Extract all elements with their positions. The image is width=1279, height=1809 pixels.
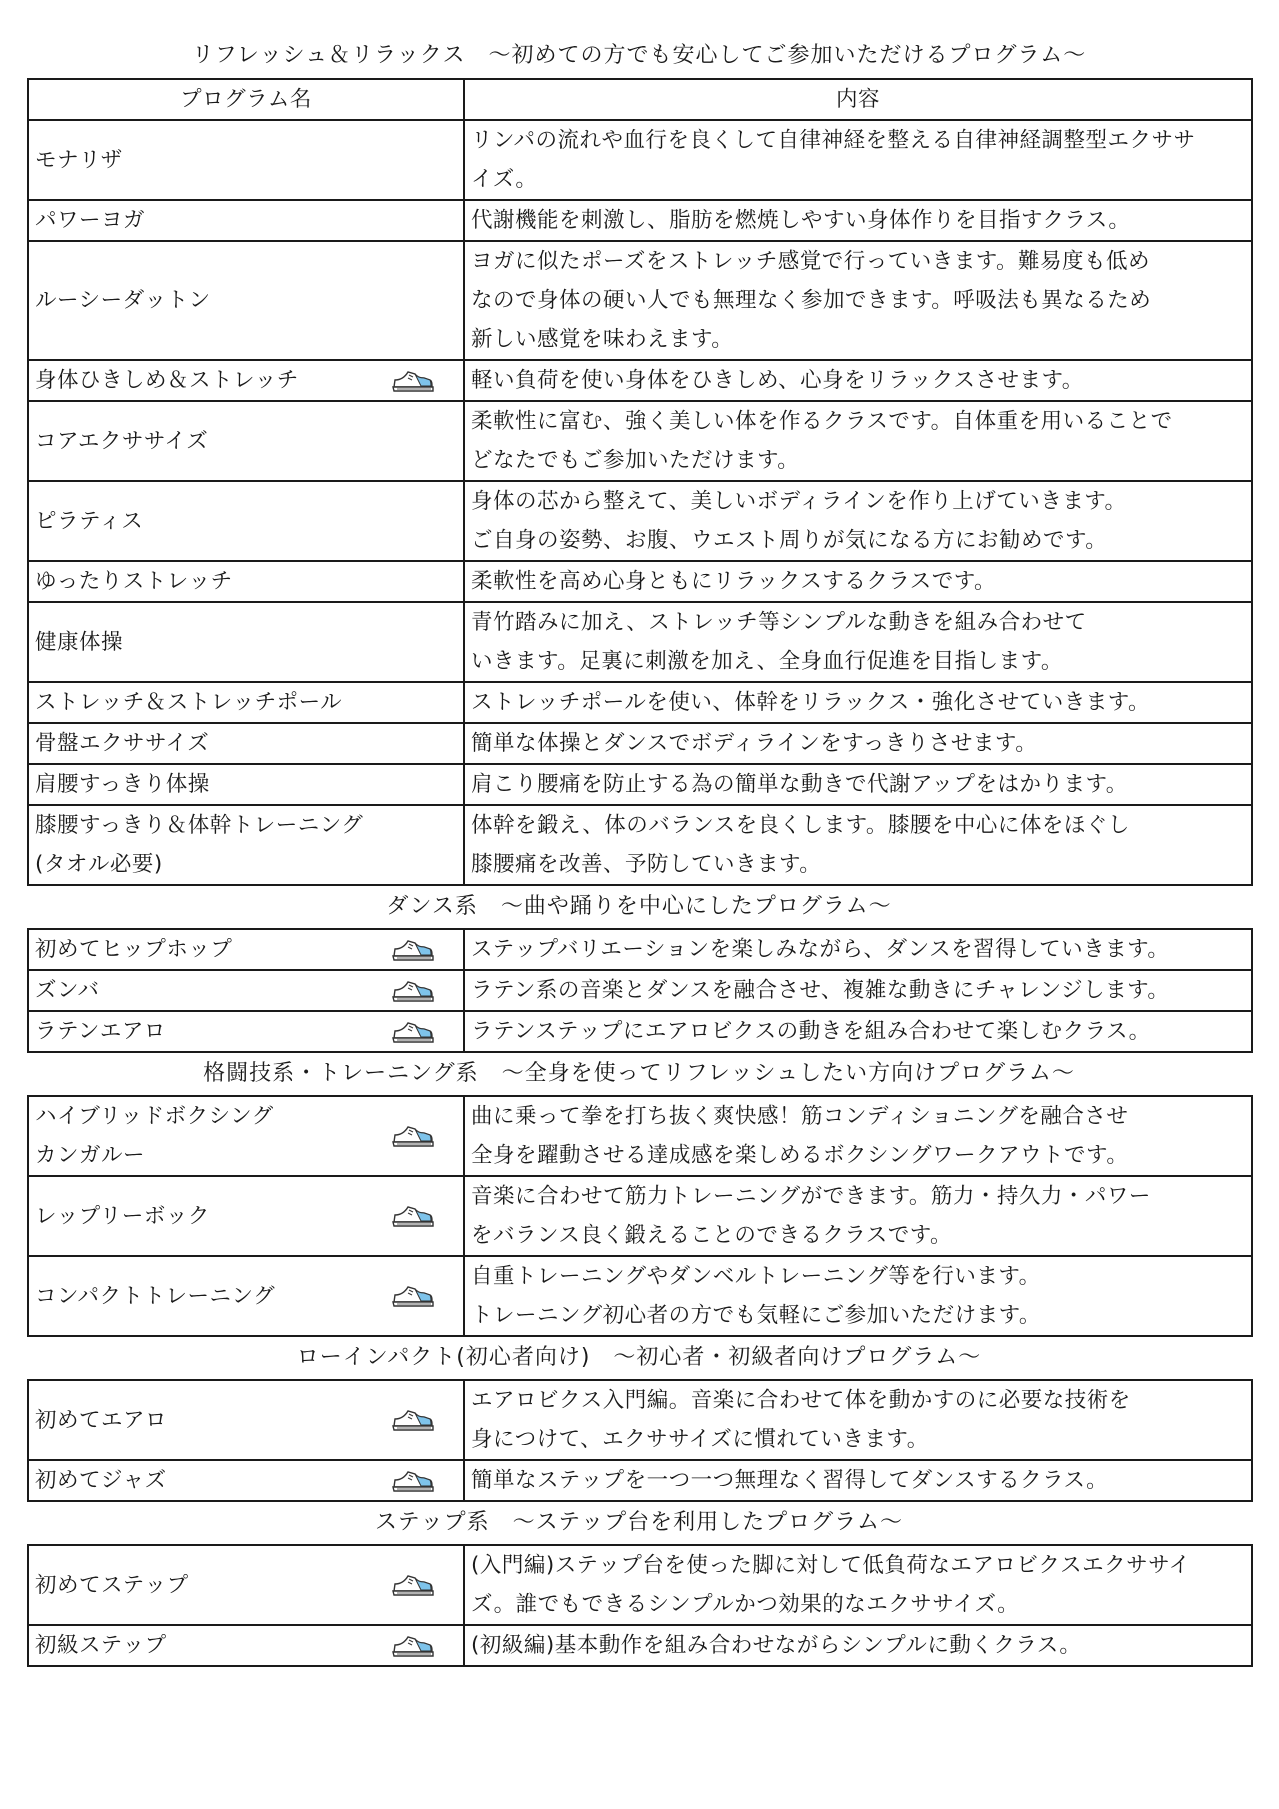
program-description: イズ。 <box>471 167 538 192</box>
program-description: いきます。足裏に刺激を加え、全身血行促進を目指します。 <box>471 649 1063 674</box>
program-description-cell <box>464 602 1252 682</box>
program-table <box>27 1095 1253 1337</box>
program-name: ハイブリッドボクシング <box>35 1104 274 1129</box>
table-row <box>28 120 1252 200</box>
program-name: コンパクトトレーニング <box>35 1283 276 1309</box>
program-name: 骨盤エクササイズ <box>35 731 210 756</box>
table-row <box>28 929 1252 970</box>
program-name: 初めてヒップホップ <box>35 937 233 962</box>
program-name: ゆったりストレッチ <box>35 569 233 594</box>
program-description: 簡単な体操とダンスでボディラインをすっきりさせます。 <box>471 731 1038 756</box>
program-name: ストレッチ＆ストレッチポール <box>35 690 343 715</box>
program-name-cell <box>28 805 464 885</box>
program-name: 初めてジャズ <box>35 1468 167 1493</box>
program-name-cell <box>28 1460 464 1501</box>
program-name-cell <box>28 120 464 200</box>
table-row <box>28 805 1252 885</box>
program-description-cell <box>464 360 1252 401</box>
program-name-cell <box>28 1096 464 1176</box>
program-name-cell <box>28 360 464 401</box>
program-name-cell <box>28 561 464 602</box>
program-description-cell <box>464 1625 1252 1666</box>
program-description-cell <box>464 1096 1252 1176</box>
program-description: 体幹を鍛え、体のバランスを良くします。膝腰を中心に体をほぐし <box>471 813 1130 838</box>
program-description: 代謝機能を刺激し、脂肪を燃焼しやすい身体作りを目指すクラス。 <box>471 208 1131 233</box>
program-name: 初級ステップ <box>35 1633 167 1658</box>
program-description-cell <box>464 970 1252 1011</box>
program-name: 初めてエアロ <box>35 1407 168 1433</box>
program-description: 身につけて、エクササイズに慣れていきます。 <box>471 1427 929 1452</box>
program-name: ズンバ <box>35 978 100 1003</box>
table-row <box>28 764 1252 805</box>
program-description-cell <box>464 120 1252 200</box>
table-row <box>28 1256 1252 1336</box>
table-row <box>28 1545 1252 1625</box>
table-row <box>28 481 1252 561</box>
table-row <box>28 561 1252 602</box>
program-name: コアエクササイズ <box>35 428 209 454</box>
table-row <box>28 401 1252 481</box>
sneaker-icon <box>391 1468 435 1494</box>
program-name-cell <box>28 723 464 764</box>
program-description-cell <box>464 1545 1252 1625</box>
program-description: ヨガに似たポーズをストレッチ感覚で行っていきます。難易度も低め <box>471 249 1150 274</box>
program-description: ご自身の姿勢、お腹、ウエスト周りが気になる方にお勧めです。 <box>471 528 1108 553</box>
program-name-cell <box>28 1256 464 1336</box>
program-name-cell <box>28 1625 464 1666</box>
program-description-cell <box>464 764 1252 805</box>
program-name-cell <box>28 200 464 241</box>
table-row <box>28 1380 1252 1460</box>
program-name: カンガルー <box>35 1143 146 1168</box>
program-name-cell <box>28 602 464 682</box>
program-description-cell <box>464 929 1252 970</box>
program-description-cell <box>464 805 1252 885</box>
program-name-cell <box>28 970 464 1011</box>
program-description-cell <box>464 682 1252 723</box>
table-row <box>28 1625 1252 1666</box>
program-description-cell <box>464 723 1252 764</box>
section-title: リフレッシュ＆リラックス ～初めての方でも安心してご参加いただけるプログラム～ <box>191 43 1087 68</box>
table-row <box>28 970 1252 1011</box>
program-description: リンパの流れや血行を良くして自律神経を整える自律神経調整型エクササ <box>471 128 1196 153</box>
program-name-cell <box>28 1545 464 1625</box>
table-row <box>28 723 1252 764</box>
program-description-cell <box>464 1460 1252 1501</box>
program-description: 音楽に合わせて筋力トレーニングができます。筋力・持久力・パワー <box>471 1184 1151 1209</box>
program-description: 青竹踏みに加え、ストレッチ等シンプルな動きを組み合わせて <box>471 610 1087 635</box>
program-description: 曲に乗って拳を打ち抜く爽快感！筋コンディショニングを融合させ <box>471 1104 1129 1129</box>
program-table <box>27 78 1253 886</box>
table-row <box>28 1011 1252 1052</box>
program-description: 肩こり腰痛を防止する為の簡単な動きで代謝アップをはかります。 <box>471 772 1128 797</box>
sneaker-icon <box>391 1203 435 1229</box>
sneaker-icon <box>391 1283 435 1309</box>
program-description: なので身体の硬い人でも無理なく参加できます。呼吸法も異なるため <box>471 288 1152 313</box>
program-description: 軽い負荷を使い身体をひきしめ、心身をリラックスさせます。 <box>471 368 1084 393</box>
sneaker-icon <box>391 937 435 963</box>
program-description: ストレッチポールを使い、体幹をリラックス・強化させていきます。 <box>471 690 1150 715</box>
program-description-cell <box>464 241 1252 360</box>
program-name-cell <box>28 241 464 360</box>
program-description: 膝腰痛を改善、予防していきます。 <box>471 852 822 877</box>
program-description: どなたでもご参加いただけます。 <box>471 448 800 473</box>
program-name: 健康体操 <box>35 629 124 655</box>
program-name: パワーヨガ <box>35 208 146 233</box>
program-name: モナリザ <box>35 147 123 173</box>
program-description: 柔軟性に富む、強く美しい体を作るクラスです。自体重を用いることで <box>471 409 1173 434</box>
table-row <box>28 200 1252 241</box>
sneaker-icon <box>391 1572 435 1598</box>
table-header <box>28 79 1252 120</box>
table-row <box>28 1176 1252 1256</box>
program-description-cell <box>464 1256 1252 1336</box>
program-name-cell <box>28 682 464 723</box>
program-description: 柔軟性を高め心身ともにリラックスするクラスです。 <box>471 569 996 594</box>
table-row <box>28 682 1252 723</box>
program-name: 膝腰すっきり＆体幹トレーニング <box>35 813 364 838</box>
program-name: 身体ひきしめ＆ストレッチ <box>35 368 299 393</box>
sneaker-icon <box>391 1123 435 1149</box>
column-header-content: 内容 <box>464 79 1252 120</box>
program-description-cell <box>464 1011 1252 1052</box>
program-description: トレーニング初心者の方でも気軽にご参加いただけます。 <box>471 1303 1041 1328</box>
table-row <box>28 1096 1252 1176</box>
program-description: をバランス良く鍛えることのできるクラスです。 <box>471 1223 952 1248</box>
program-description: 身体の芯から整えて、美しいボディラインを作り上げていきます。 <box>471 489 1127 514</box>
program-description: ズ。誰でもできるシンプルかつ効果的なエクササイズ。 <box>471 1592 1020 1617</box>
program-document <box>27 38 1251 1667</box>
program-description: 自重トレーニングやダンベルトレーニング等を行います。 <box>471 1264 1041 1289</box>
program-table <box>27 928 1253 1053</box>
sneaker-icon <box>391 1407 435 1433</box>
column-header-name: プログラム名 <box>28 79 464 120</box>
table-row <box>28 1460 1252 1501</box>
program-name-cell <box>28 764 464 805</box>
program-name-cell <box>28 1176 464 1256</box>
program-name: 肩腰すっきり体操 <box>35 772 210 797</box>
program-name-cell <box>28 401 464 481</box>
table-row <box>28 241 1252 360</box>
program-description: エアロビクス入門編。音楽に合わせて体を動かすのに必要な技術を <box>471 1388 1131 1413</box>
program-description: (入門編)ステップ台を使った脚に対して低負荷なエアロビクスエクササイ <box>471 1553 1191 1578</box>
section-title: 格闘技系・トレーニング系 ～全身を使ってリフレッシュしたい方向けプログラム～ <box>203 1061 1075 1086</box>
program-name: ピラティス <box>35 508 144 534</box>
sneaker-icon <box>391 368 435 394</box>
section-title: ステップ系 ～ステップ台を利用したプログラム～ <box>375 1510 903 1535</box>
program-description: 新しい感覚を味わえます。 <box>471 327 734 352</box>
program-name-cell <box>28 481 464 561</box>
program-name-cell <box>28 1380 464 1460</box>
program-table <box>27 1544 1253 1667</box>
program-name-cell <box>28 1011 464 1052</box>
program-description-cell <box>464 1380 1252 1460</box>
program-description: ステップバリエーションを楽しみながら、ダンスを習得していきます。 <box>471 937 1170 962</box>
program-description-cell <box>464 200 1252 241</box>
program-description-cell <box>464 481 1252 561</box>
sneaker-icon <box>391 978 435 1004</box>
program-table <box>27 1379 1253 1502</box>
program-name-cell <box>28 929 464 970</box>
program-description: 全身を躍動させる達成感を楽しめるボクシングワークアウトです。 <box>471 1143 1129 1168</box>
program-description-cell <box>464 1176 1252 1256</box>
program-description: ラテン系の音楽とダンスを融合させ、複雑な動きにチャレンジします。 <box>471 978 1170 1003</box>
section-title: ダンス系 ～曲や踊りを中心にしたプログラム～ <box>386 894 892 919</box>
table-row <box>28 602 1252 682</box>
program-name: レップリーボック <box>35 1203 210 1229</box>
program-name: (タオル必要) <box>35 852 163 877</box>
table-row <box>28 360 1252 401</box>
program-description: ラテンステップにエアロビクスの動きを組み合わせて楽しむクラス。 <box>471 1019 1151 1044</box>
program-description-cell <box>464 401 1252 481</box>
program-name: ルーシーダットン <box>35 288 211 313</box>
program-description: (初級編)基本動作を組み合わせながらシンプルに動くクラス。 <box>471 1633 1082 1658</box>
sneaker-icon <box>391 1019 435 1045</box>
program-description-cell <box>464 561 1252 602</box>
program-description: 簡単なステップを一つ一つ無理なく習得してダンスするクラス。 <box>471 1468 1109 1493</box>
sneaker-icon <box>391 1633 435 1659</box>
program-name: 初めてステップ <box>35 1572 189 1598</box>
section-title: ローインパクト(初心者向け) ～初心者・初級者向けプログラム～ <box>296 1345 982 1370</box>
program-name: ラテンエアロ <box>35 1019 166 1044</box>
